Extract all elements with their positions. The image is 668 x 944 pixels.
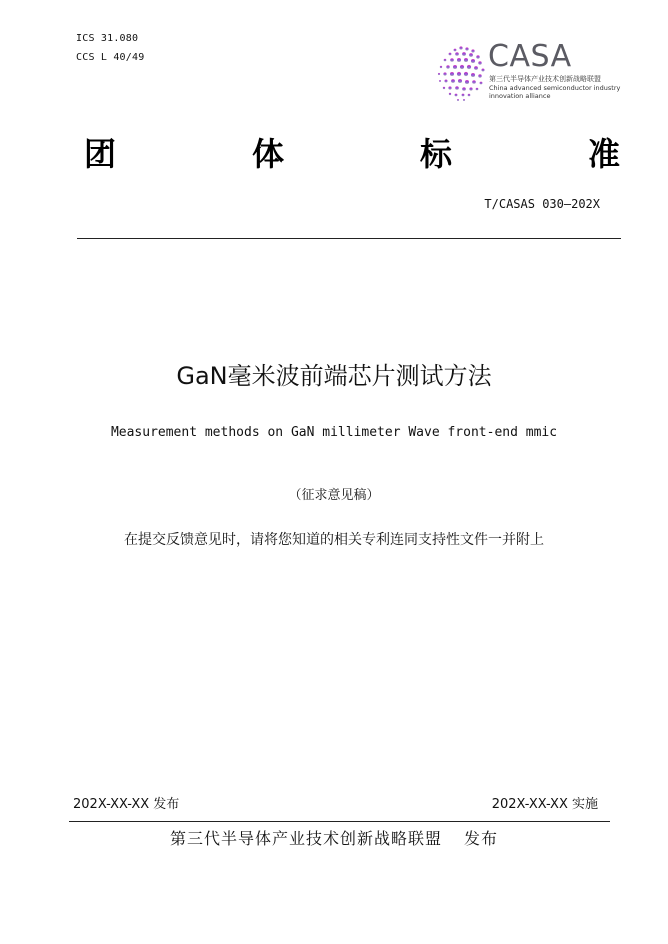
standard-type-char: 标 bbox=[419, 135, 452, 173]
standard-number: T/CASAS 030—202X bbox=[484, 197, 600, 211]
issuer-name: 第三代半导体产业技术创新战略联盟 bbox=[169, 829, 442, 848]
casa-logo bbox=[428, 39, 628, 106]
standard-type-heading bbox=[84, 134, 620, 174]
logo-wordmark: CASA bbox=[488, 39, 572, 74]
logo-english-line-2: innovation alliance bbox=[489, 92, 551, 100]
publish-date: 202X-XX-XX 发布 bbox=[73, 797, 180, 812]
issuer-action: 发布 bbox=[464, 829, 499, 848]
ccs-code: CCS L 40/49 bbox=[76, 52, 145, 63]
implement-date: 202X-XX-XX 实施 bbox=[491, 797, 598, 812]
document-title-en: Measurement methods on GaN millimeter Wave front-end mmic bbox=[110, 425, 558, 440]
logo-english-line-1: China advanced semiconductor industry bbox=[489, 84, 621, 92]
footer-divider bbox=[69, 821, 610, 822]
issuer-line bbox=[0, 828, 668, 850]
standard-type-char: 准 bbox=[587, 135, 620, 173]
draft-status: （征求意见稿） bbox=[288, 488, 380, 503]
patent-notice: 在提交反馈意见时，请将您知道的相关专利连同支持性文件一并附上 bbox=[124, 532, 544, 548]
ics-code: ICS 31.080 bbox=[76, 33, 139, 44]
standard-type-char: 团 bbox=[84, 135, 117, 173]
logo-chinese-name: 第三代半导体产业技术创新战略联盟 bbox=[489, 75, 601, 83]
header-divider bbox=[77, 238, 621, 239]
document-title-cn: GaN毫米波前端芯片测试方法 bbox=[176, 362, 492, 390]
casa-sphere-icon bbox=[428, 42, 490, 104]
standard-type-char: 体 bbox=[251, 135, 284, 173]
